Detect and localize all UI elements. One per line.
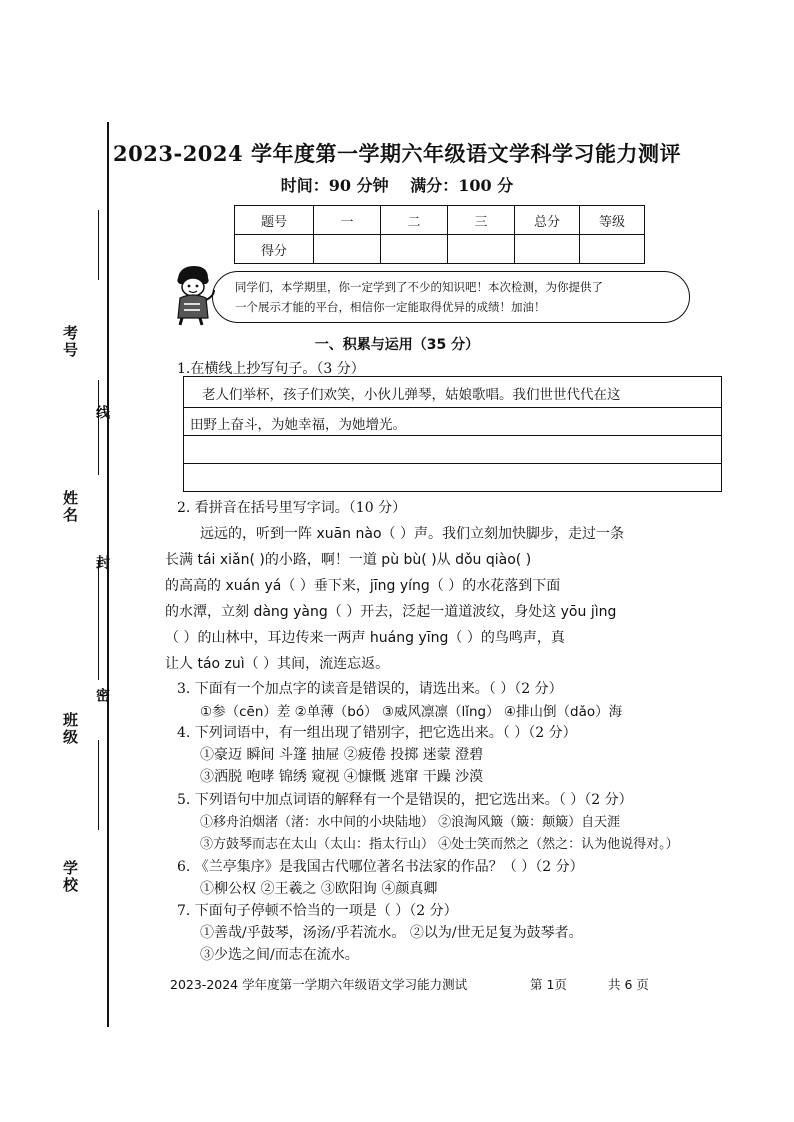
- score-cell[interactable]: [448, 235, 515, 264]
- score-header-item: 题号: [235, 206, 314, 235]
- copy-divider: [184, 407, 721, 408]
- footer-page-total: 共 6 页: [608, 977, 649, 992]
- copy-source-line-2: 田野上奋斗，为她幸福，为她增光。: [190, 417, 406, 433]
- score-header-1: 一: [314, 206, 381, 235]
- question-2-line: （ ）的山林中，耳边传来一两声 huáng yīng（ ）的鸟鸣声，真: [165, 630, 565, 646]
- question-5-options-row-2: ③方鼓琴而志在太山（太山：指太行山） ④处士笑而然之（然之：认为他说得对。）: [200, 837, 679, 852]
- score-cell[interactable]: [314, 235, 381, 264]
- copy-box: [183, 376, 722, 492]
- question-2-line: 的水潭，立刻 dàng yàng（ ）开去，泛起一道道波纹，身处这 yōu jìng: [165, 604, 617, 620]
- exam-number-label: 考号: [61, 325, 79, 359]
- name-label: 姓名: [61, 490, 79, 524]
- copy-writing-line[interactable]: [184, 435, 721, 436]
- page-title: 2023-2024 学年度第一学期六年级语文学科学习能力测评: [113, 141, 681, 166]
- section-title: 一、积累与运用（35 分）: [314, 337, 480, 353]
- footer-page-number: 第 1页: [530, 977, 567, 992]
- score-row-label: 得分: [235, 235, 314, 264]
- cut-mark-line: 线: [94, 405, 110, 419]
- question-2-line: 的高高的 xuán yá（ ）垂下来，jīng yíng（ ）的水花落到下面: [165, 578, 561, 594]
- question-7-prompt: 7. 下面句子停顿不恰当的一项是（ ）（2 分）: [177, 903, 458, 919]
- question-2-line: 长满 tái xiǎn( )的小路，啊！一道 pù bù( )从 dǒu qiào( ): [165, 552, 532, 568]
- question-2-line: 远远的，听到一阵 xuān nào（ ）声。我们立刻加快脚步，走过一条: [200, 526, 624, 542]
- question-6-options: ①柳公权 ②王羲之 ③欧阳询 ④颜真卿: [200, 881, 438, 897]
- question-6-prompt: 6. 《兰亭集序》是我国古代哪位著名书法家的作品？（ ）（2 分）: [177, 859, 584, 875]
- question-7-options-row-2: ③少选之间/而志在流水。: [200, 947, 359, 963]
- score-header-2: 二: [381, 206, 448, 235]
- footer-test-name: 2023-2024 学年度第一学期六年级语文学习能力测试: [170, 977, 468, 992]
- question-4-options-row-1: ①豪迈 瞬间 斗篷 抽屉 ②疲倦 投掷 迷蒙 澄碧: [200, 747, 484, 763]
- cut-mark-seal: 封: [94, 555, 110, 569]
- name-blank: [98, 380, 99, 475]
- question-3-options: ①参（cēn）差 ②单薄（bó） ③威风凛凛（lǐng） ④排山倒（dǎo）海: [200, 704, 623, 720]
- intro-line-2: 一个展示才能的平台，相信你一定能取得优异的成绩！加油！: [235, 300, 546, 314]
- cut-mark-secret: 密: [94, 688, 110, 702]
- score-header-total: 总分: [515, 206, 580, 235]
- question-3-prompt: 3. 下面有一个加点字的读音是错误的，请选出来。（ ）（2 分）: [177, 681, 563, 697]
- score-header-grade: 等级: [580, 206, 645, 235]
- full-score: 满分：100 分: [410, 176, 514, 195]
- score-cell[interactable]: [381, 235, 448, 264]
- score-header-3: 三: [448, 206, 515, 235]
- exam-number-blank: [98, 210, 99, 280]
- question-4-options-row-2: ③洒脱 咆哮 锦绣 窥视 ④慷慨 逃窜 干躁 沙漠: [200, 769, 484, 785]
- question-2-line: 让人 táo zuì（ ）其间，流连忘返。: [165, 656, 390, 672]
- intro-line-1: 同学们，本学期里，你一定学到了不少的知识吧！本次检测，为你提供了: [235, 280, 603, 294]
- time-limit: 时间：90 分钟: [280, 176, 389, 195]
- question-2-prompt: 2. 看拼音在括号里写字词。（10 分）: [177, 500, 407, 516]
- copy-writing-line[interactable]: [184, 463, 721, 464]
- question-4-prompt: 4. 下列词语中，有一组出现了错别字，把它选出来。（ ）（2 分）: [177, 725, 577, 741]
- exam-info: [0, 173, 794, 196]
- score-cell[interactable]: [515, 235, 580, 264]
- question-7-options-row-1: ①善哉/乎鼓琴，汤汤/乎若流水。 ②以为/世无足复为鼓琴者。: [200, 925, 583, 941]
- class-blank: [98, 560, 99, 680]
- copy-source-line-1: 老人们举杯，孩子们欢笑，小伙儿弹琴，姑娘歌唱。我们世世代代在这: [202, 387, 621, 403]
- question-5-options-row-1: ①移舟泊烟渚（渚：水中间的小块陆地） ②浪淘风簸（簸：颠簸）自天涯: [200, 815, 621, 830]
- cartoon-kid-icon: [170, 262, 216, 326]
- score-table: [234, 205, 645, 264]
- class-label: 班级: [61, 712, 79, 746]
- binding-line: [107, 122, 109, 1027]
- school-blank: [98, 740, 99, 830]
- question-1-prompt: 1.在横线上抄写句子。（3 分）: [177, 361, 365, 377]
- score-cell[interactable]: [580, 235, 645, 264]
- school-label: 学校: [61, 860, 79, 894]
- question-5-prompt: 5. 下列语句中加点词语的解释有一个是错误的，把它选出来。（ ）（2 分）: [177, 792, 633, 808]
- intro-speech-bubble: [212, 271, 690, 323]
